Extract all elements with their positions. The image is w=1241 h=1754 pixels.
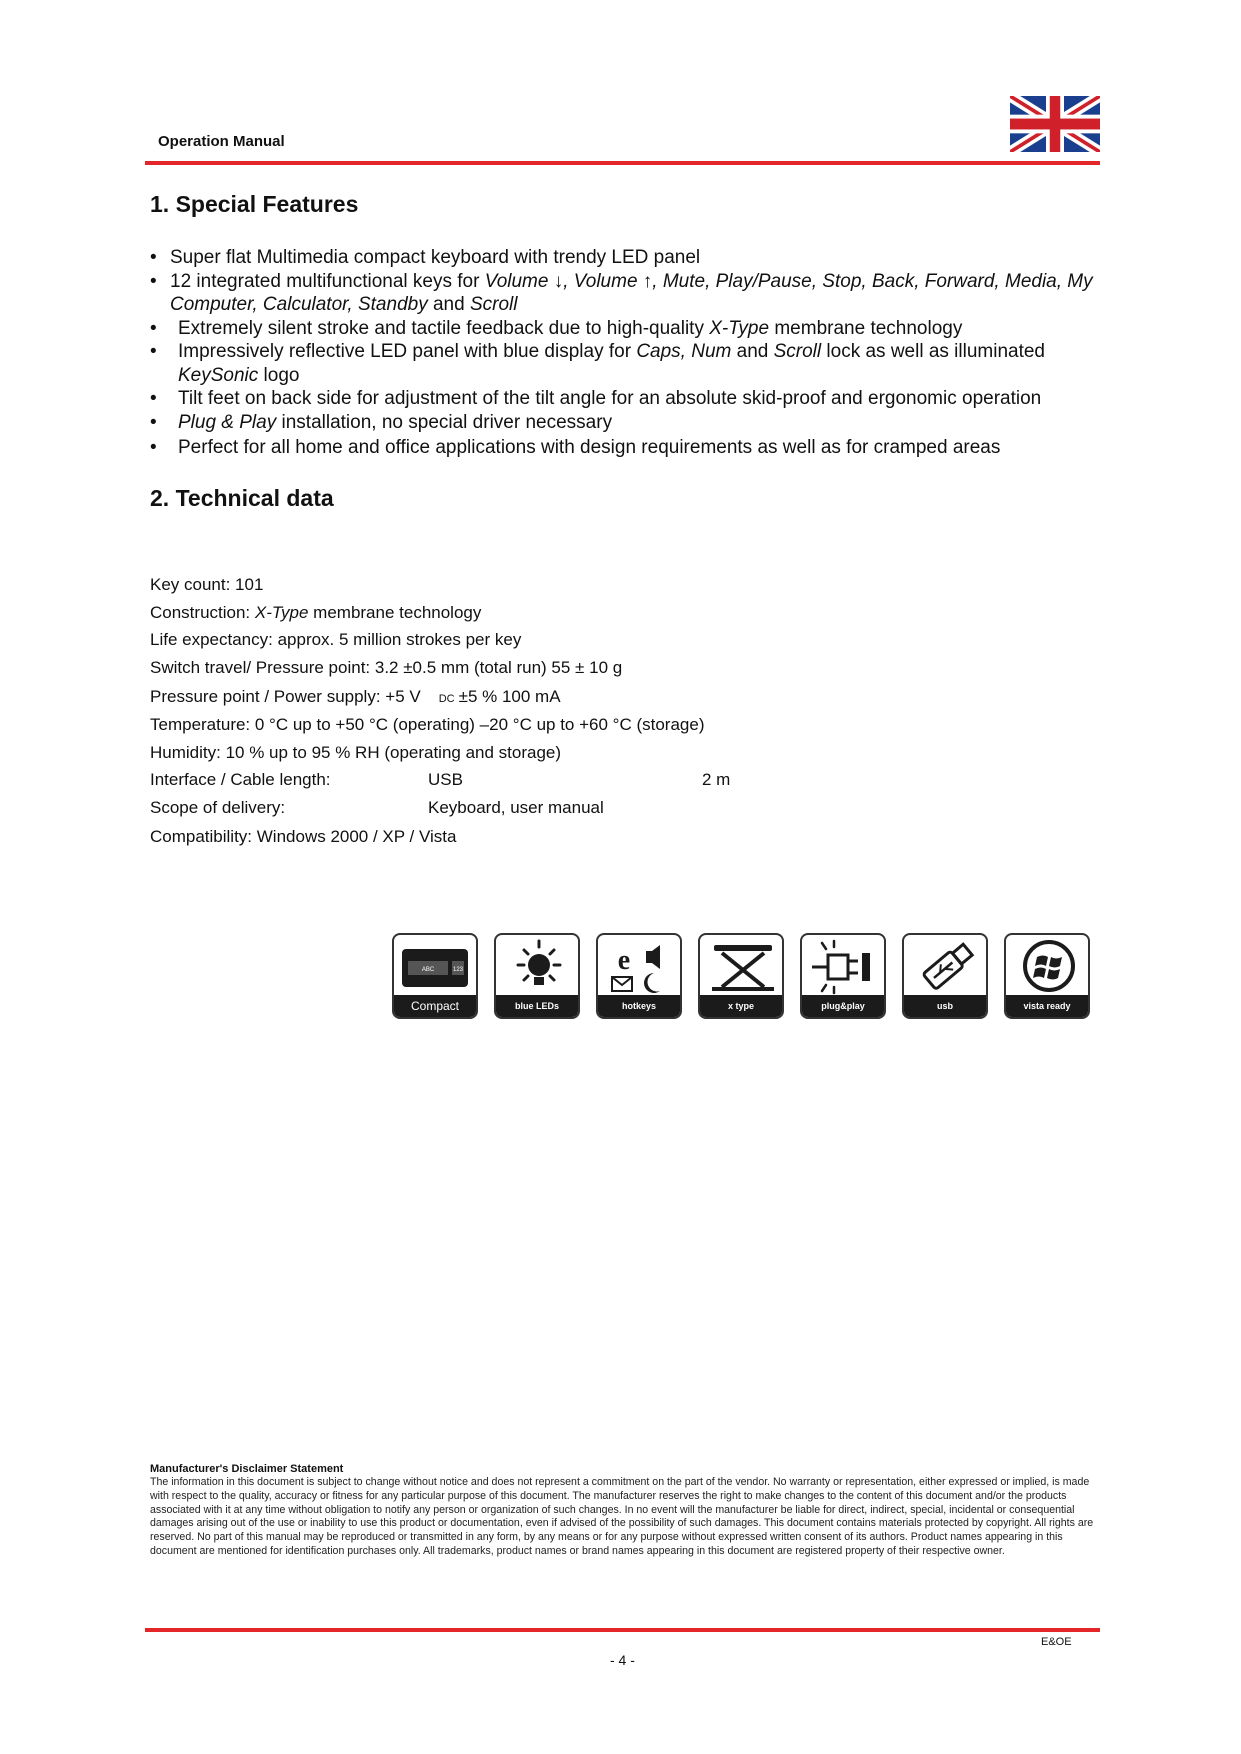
compatibility: Compatibility: Windows 2000 / XP / Vista <box>150 827 457 847</box>
usb-icon: usb <box>902 933 988 1019</box>
list-item: • Impressively reflective LED panel with blue display for Caps, Num and Scroll lock as well as illuminated KeySonic logo <box>150 341 1045 386</box>
uk-flag-icon <box>1010 96 1100 152</box>
scope-of-delivery: Scope of delivery: Keyboard, user manual <box>150 797 604 817</box>
list-item: • 12 integrated multifunctional keys for Volume ↓, Volume ↑, Mute, Play/Pause, Stop, Back, Forward, Media, My Computer, Calculator, Standby and Scroll <box>150 270 1093 315</box>
life-expectancy: Life expectancy: approx. 5 million strokes per key <box>150 630 522 650</box>
key-count: Key count: 101 <box>150 575 264 594</box>
section-heading-technical: 2. Technical data <box>150 485 334 511</box>
hotkeys-icon: e hotkeys <box>596 933 682 1019</box>
list-item: • Perfect for all home and office applications with design requirements as well as for cramped areas <box>150 437 1001 458</box>
list-item: • Super flat Multimedia compact keyboard with trendy LED panel <box>150 247 701 268</box>
feature-icons <box>392 933 1092 1019</box>
list-item: • Extremely silent stroke and tactile feedback due to high-quality X-Type membrane technology <box>150 317 963 339</box>
list-item: • Tilt feet on back side for adjustment of the tilt angle for an absolute skid-proof and ergonomic operation <box>150 388 1042 409</box>
temperature: Temperature: 0 °C up to +50 °C (operating) –20 °C up to +60 °C (storage) <box>150 714 705 734</box>
footer-rule <box>145 1628 1100 1632</box>
header-rule <box>145 161 1100 165</box>
x-type-icon: x type <box>698 933 784 1019</box>
plug-and-play-icon: plug&play <box>800 933 886 1019</box>
construction: Construction: X-Type membrane technology <box>150 602 482 622</box>
page-number: - 4 - <box>610 1652 635 1668</box>
section-heading-features: 1. Special Features <box>150 191 359 217</box>
power-supply: Pressure point / Power supply: +5 V DC ±5 % 100 mA <box>150 687 561 707</box>
eoe-note: E&OE <box>1041 1636 1072 1648</box>
features-list <box>150 246 1110 460</box>
svg-text:123: 123 <box>452 967 464 973</box>
blue-leds-icon: blue LEDs <box>494 933 580 1019</box>
svg-text:e: e <box>617 945 631 976</box>
disclaimer-title: Manufacturer's Disclaimer Statement <box>150 1463 344 1475</box>
interface: Interface / Cable length: USB 2 m <box>150 770 731 790</box>
header-title: Operation Manual <box>158 133 285 150</box>
svg-text:ABC: ABC <box>421 967 435 973</box>
humidity: Humidity: 10 % up to 95 % RH (operating and storage) <box>150 742 562 762</box>
list-item: • Plug & Play installation, no special driver necessary <box>150 411 613 433</box>
switch-travel: Switch travel/ Pressure point: 3.2 ±0.5 mm (total run) 55 ± 10 g <box>150 657 623 677</box>
compact-icon: ABC 123 Compact <box>392 933 478 1019</box>
disclaimer-body: The information in this document is subject to change without notice and does not represent a commitment on the part of the vendor. No warranty or representation, either expressed or implied, is made with respect to the quality, accuracy or fitness for any particular purpose of this document. The manufacturer reserves the right to make changes to the content of this document and/or the products associated with it at any time without obligation to notify any person or organization of such changes. In no event will the manufacturer be liable for direct, indirect, special, incidental or consequential damages arising out of the use or inability to use this product or documentation, even if advised of the possibility of such damages. This document contains materials protected by copyright. All rights are reserved. No part of this manual may be reproduced or transmitted in any form, by any means or for any purpose without expressed written consent of its authors. Product names appearing in this document are mentioned for identification purchases only. All trademarks, product names or brand names appearing in this document are registered property of their respective owner. <box>150 1476 1094 1557</box>
vista-ready-icon: vista ready <box>1004 933 1090 1019</box>
technical-data <box>150 571 731 851</box>
